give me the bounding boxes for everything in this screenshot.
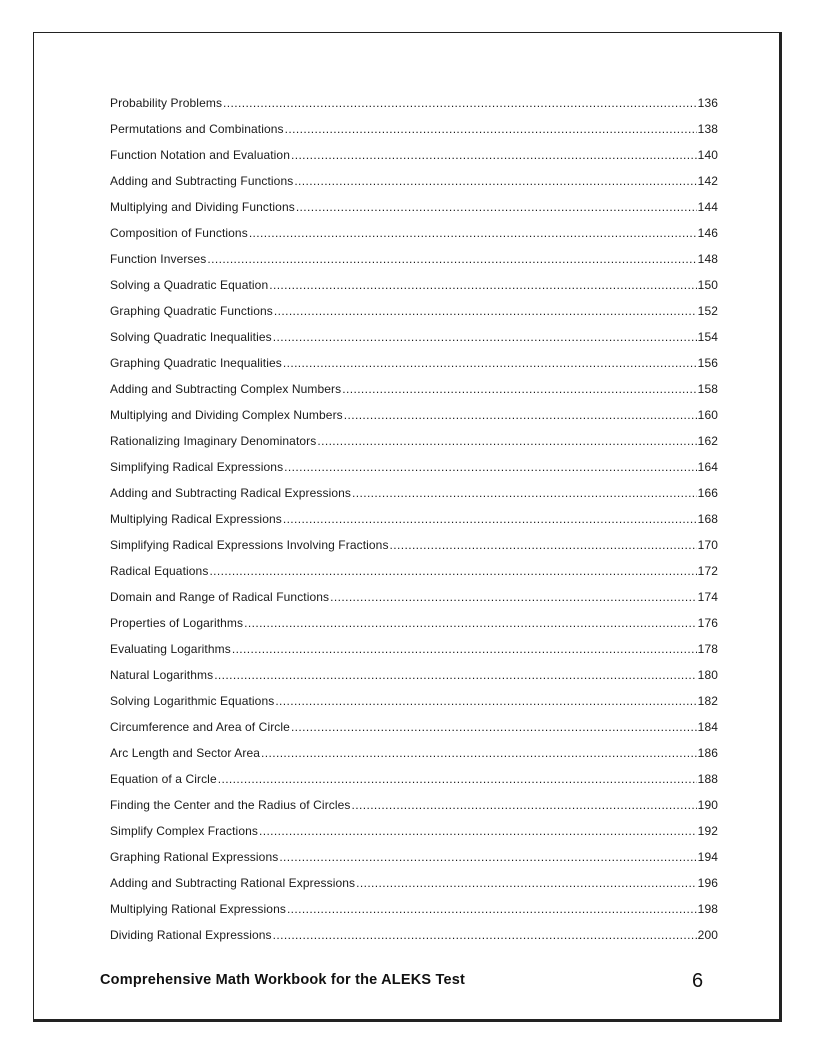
toc-entry-page: 150 (697, 278, 718, 292)
toc-entry[interactable] (110, 353, 718, 379)
toc-entry[interactable] (110, 119, 718, 145)
toc-entry[interactable] (110, 691, 718, 717)
toc-entry-title: Finding the Center and the Radius of Circles (110, 798, 351, 812)
toc-entry-title: Domain and Range of Radical Functions (110, 590, 330, 604)
toc-entry[interactable] (110, 613, 718, 639)
toc-entry[interactable] (110, 795, 718, 821)
dot-leader (283, 509, 697, 529)
toc-entry-title: Graphing Quadratic Functions (110, 304, 273, 318)
dot-leader (275, 691, 696, 711)
toc-entry-title: Circumference and Area of Circle (110, 720, 290, 734)
dot-leader (274, 301, 697, 321)
toc-entry-title: Probability Problems (110, 96, 223, 110)
dot-leader (279, 847, 696, 867)
toc-entry-page: 136 (697, 96, 718, 110)
toc-entry-title: Arc Length and Sector Area (110, 746, 261, 760)
toc-entry-page: 182 (697, 694, 718, 708)
toc-entry[interactable] (110, 587, 718, 613)
dot-leader (342, 379, 696, 399)
dot-leader (244, 613, 697, 633)
dot-leader (249, 223, 697, 243)
toc-entry-title: Graphing Quadratic Inequalities (110, 356, 282, 370)
dot-leader (214, 665, 696, 685)
toc-entry-page: 164 (697, 460, 718, 474)
toc-entry-title: Adding and Subtracting Complex Numbers (110, 382, 342, 396)
toc-entry-page: 170 (697, 538, 718, 552)
dot-leader (291, 717, 697, 737)
toc-entry[interactable] (110, 457, 718, 483)
toc-entry-title: Simplifying Radical Expressions Involving Fractions (110, 538, 389, 552)
toc-entry-page: 192 (697, 824, 718, 838)
toc-entry-title: Natural Logarithms (110, 668, 214, 682)
toc-entry[interactable] (110, 639, 718, 665)
toc-entry-page: 152 (697, 304, 718, 318)
toc-entry[interactable] (110, 821, 718, 847)
toc-entry[interactable] (110, 301, 718, 327)
dot-leader (317, 431, 696, 451)
toc-entry[interactable] (110, 561, 718, 587)
toc-entry-title: Graphing Rational Expressions (110, 850, 279, 864)
dot-leader (390, 535, 697, 555)
toc-entry-page: 188 (697, 772, 718, 786)
toc-entry[interactable] (110, 509, 718, 535)
toc-entry-title: Composition of Functions (110, 226, 248, 240)
toc-entry-title: Solving Logarithmic Equations (110, 694, 275, 708)
toc-entry-title: Evaluating Logarithms (110, 642, 231, 656)
toc-entry-title: Function Notation and Evaluation (110, 148, 290, 162)
dot-leader (269, 275, 696, 295)
dot-leader (207, 249, 696, 269)
toc-entry[interactable] (110, 275, 718, 301)
toc-entry-title: Radical Equations (110, 564, 209, 578)
toc-entry-page: 154 (697, 330, 718, 344)
toc-entry-page: 180 (697, 668, 718, 682)
toc-entry-page: 148 (697, 252, 718, 266)
dot-leader (291, 145, 697, 165)
toc-entry-page: 186 (697, 746, 718, 760)
dot-leader (273, 327, 697, 347)
toc-entry-page: 144 (697, 200, 718, 214)
toc-entry[interactable] (110, 847, 718, 873)
toc-entry[interactable] (110, 145, 718, 171)
toc-entry-title: Properties of Logarithms (110, 616, 244, 630)
toc-entry-title: Dividing Rational Expressions (110, 928, 272, 942)
toc-entry-page: 190 (697, 798, 718, 812)
toc-entry-page: 162 (697, 434, 718, 448)
dot-leader (232, 639, 697, 659)
toc-entry[interactable] (110, 899, 718, 925)
dot-leader (330, 587, 697, 607)
toc-entry-title: Function Inverses (110, 252, 207, 266)
toc-entry-page: 198 (697, 902, 718, 916)
toc-entry-title: Adding and Subtracting Rational Expressions (110, 876, 356, 890)
toc-entry-page: 194 (697, 850, 718, 864)
dot-leader (209, 561, 696, 581)
toc-entry-page: 168 (697, 512, 718, 526)
dot-leader (287, 899, 697, 919)
toc-entry[interactable] (110, 769, 718, 795)
toc-entry[interactable] (110, 405, 718, 431)
dot-leader (344, 405, 697, 425)
toc-entry[interactable] (110, 483, 718, 509)
toc-entry[interactable] (110, 925, 718, 951)
toc-entry-page: 158 (697, 382, 718, 396)
toc-entry-page: 142 (697, 174, 718, 188)
toc-entry[interactable] (110, 431, 718, 457)
toc-entry-title: Multiplying Radical Expressions (110, 512, 282, 526)
dot-leader (296, 197, 697, 217)
toc-entry-title: Multiplying and Dividing Complex Numbers (110, 408, 343, 422)
toc-entry-page: 146 (697, 226, 718, 240)
toc-entry[interactable] (110, 535, 718, 561)
toc-entry[interactable] (110, 379, 718, 405)
toc-entry-page: 200 (697, 928, 718, 942)
toc-entry-title: Equation of a Circle (110, 772, 217, 786)
toc-entry-title: Permutations and Combinations (110, 122, 284, 136)
toc-entry[interactable] (110, 665, 718, 691)
toc-entry-title: Multiplying Rational Expressions (110, 902, 286, 916)
dot-leader (218, 769, 697, 789)
toc-entry-title: Solving a Quadratic Equation (110, 278, 269, 292)
toc-entry-page: 172 (697, 564, 718, 578)
table-of-contents (110, 93, 718, 951)
dot-leader (283, 353, 697, 373)
dot-leader (223, 93, 697, 113)
toc-entry[interactable] (110, 743, 718, 769)
dot-leader (356, 873, 697, 893)
toc-entry-page: 184 (697, 720, 718, 734)
toc-entry-page: 160 (697, 408, 718, 422)
toc-entry[interactable] (110, 171, 718, 197)
toc-entry[interactable] (110, 93, 718, 119)
toc-entry[interactable] (110, 249, 718, 275)
toc-entry-title: Adding and Subtracting Radical Expressions (110, 486, 352, 500)
toc-entry-title: Rationalizing Imaginary Denominators (110, 434, 317, 448)
dot-leader (284, 457, 697, 477)
dot-leader (352, 483, 697, 503)
footer-book-title: Comprehensive Math Workbook for the ALEKS Test (100, 972, 466, 988)
toc-entry-title: Solving Quadratic Inequalities (110, 330, 272, 344)
toc-entry-page: 156 (697, 356, 718, 370)
toc-entry[interactable] (110, 717, 718, 743)
toc-entry-page: 166 (697, 486, 718, 500)
dot-leader (259, 821, 697, 841)
toc-entry[interactable] (110, 223, 718, 249)
toc-entry-page: 174 (697, 590, 718, 604)
dot-leader (285, 119, 697, 139)
dot-leader (294, 171, 696, 191)
toc-entry-title: Multiplying and Dividing Functions (110, 200, 295, 214)
toc-entry-page: 138 (697, 122, 718, 136)
toc-entry[interactable] (110, 197, 718, 223)
footer-page-number: 6 (692, 970, 704, 992)
toc-entry-page: 178 (697, 642, 718, 656)
toc-entry-page: 196 (697, 876, 718, 890)
toc-entry-page: 140 (697, 148, 718, 162)
toc-entry-title: Simplifying Radical Expressions (110, 460, 284, 474)
toc-entry-page: 176 (697, 616, 718, 630)
toc-entry[interactable] (110, 873, 718, 899)
dot-leader (261, 743, 697, 763)
toc-entry[interactable] (110, 327, 718, 353)
toc-entry-title: Simplify Complex Fractions (110, 824, 258, 838)
toc-entry-title: Adding and Subtracting Functions (110, 174, 294, 188)
dot-leader (273, 925, 697, 945)
dot-leader (352, 795, 697, 815)
